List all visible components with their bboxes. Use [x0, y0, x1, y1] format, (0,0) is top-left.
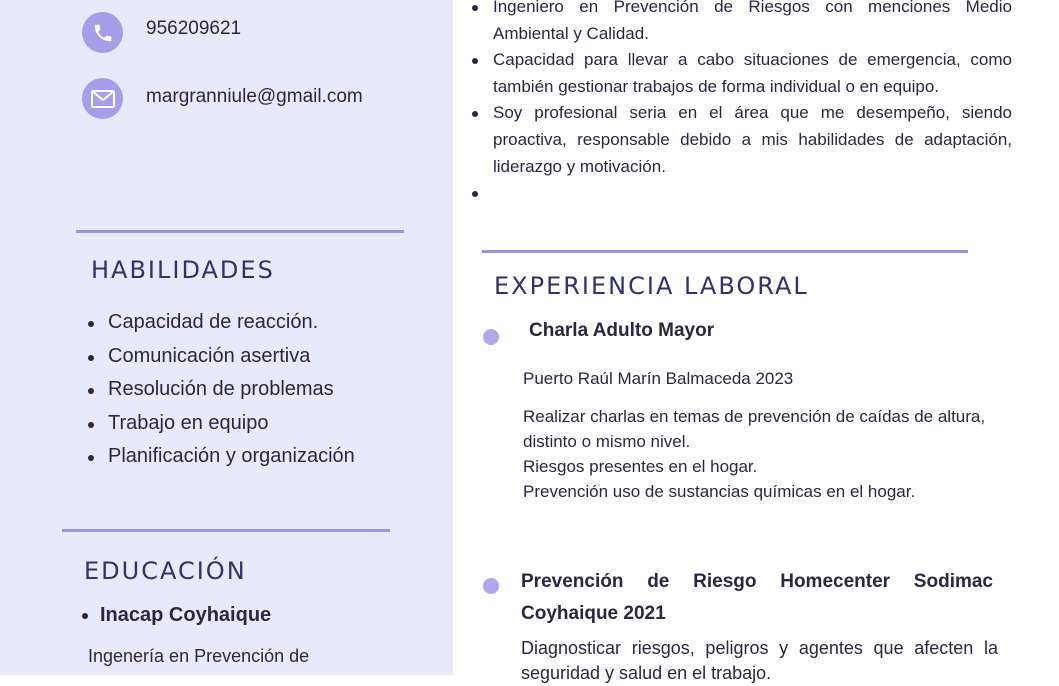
list-item: Capacidad de reacción. [108, 306, 355, 340]
job-location: Puerto Raúl Marín Balmaceda 2023 [523, 369, 794, 388]
job-description-line: Prevención uso de sustancias químicas en el hogar. [523, 482, 916, 501]
job-title: Charla Adulto Mayor [529, 320, 715, 341]
divider [482, 250, 968, 253]
envelope-icon [82, 78, 123, 119]
job-description-line: Realizar charlas en temas de prevención de caídas de altura, [523, 407, 986, 426]
skills-heading: HABILIDADES [91, 256, 275, 284]
list-item: Comunicación asertiva [108, 340, 355, 374]
phone-icon [82, 12, 123, 53]
divider [62, 529, 390, 532]
list-item: Resolución de problemas [108, 373, 355, 407]
email-address[interactable]: margranniule@gmail.com [146, 86, 363, 107]
divider [76, 230, 404, 233]
timeline-dot-icon [483, 329, 499, 345]
job-title: Prevención de Riesgo Homecenter Sodimac Coyhaique 2021 [521, 571, 993, 624]
education-degree: Ingenería en Prevención de [88, 646, 310, 666]
bullet-icon [82, 613, 88, 619]
list-item: Trabajo en equipo [108, 407, 355, 441]
phone-contact [82, 12, 242, 53]
job-description-line: Riesgos presentes en el hogar. [523, 457, 758, 476]
list-item: Soy profesional seria en el área que me desempeño, siendo proactiva, responsable debido a mis habilidades de adaptación, liderazgo y motivación. [472, 100, 1012, 180]
sidebar [0, 0, 453, 675]
education-institution: Inacap Coyhaique [100, 604, 272, 626]
email-contact [82, 78, 363, 119]
list-item [472, 180, 1012, 206]
list-item: Capacidad para llevar a cabo situaciones de emergencia, como también gestionar trabajos de forma individual o en equipo. [472, 47, 1012, 100]
list-item: Ingeniero en Prevención de Riesgos con menciones Medio Ambiental y Calidad. [472, 0, 1012, 47]
education-heading: EDUCACIÓN [84, 557, 247, 585]
phone-number: 956209621 [146, 18, 242, 39]
skills-list [86, 306, 355, 474]
education-item [82, 604, 271, 627]
timeline-dot-icon [483, 578, 499, 594]
experience-heading: EXPERIENCIA LABORAL [494, 272, 809, 300]
profile-list [472, 0, 1012, 206]
list-item: Planificación y organización [108, 440, 355, 474]
job-description: Diagnosticar riesgos, peligros y agentes que afecten la seguridad y salud en el trabajo. [521, 638, 998, 683]
job-description-line: distinto o mismo nivel. [523, 432, 691, 451]
